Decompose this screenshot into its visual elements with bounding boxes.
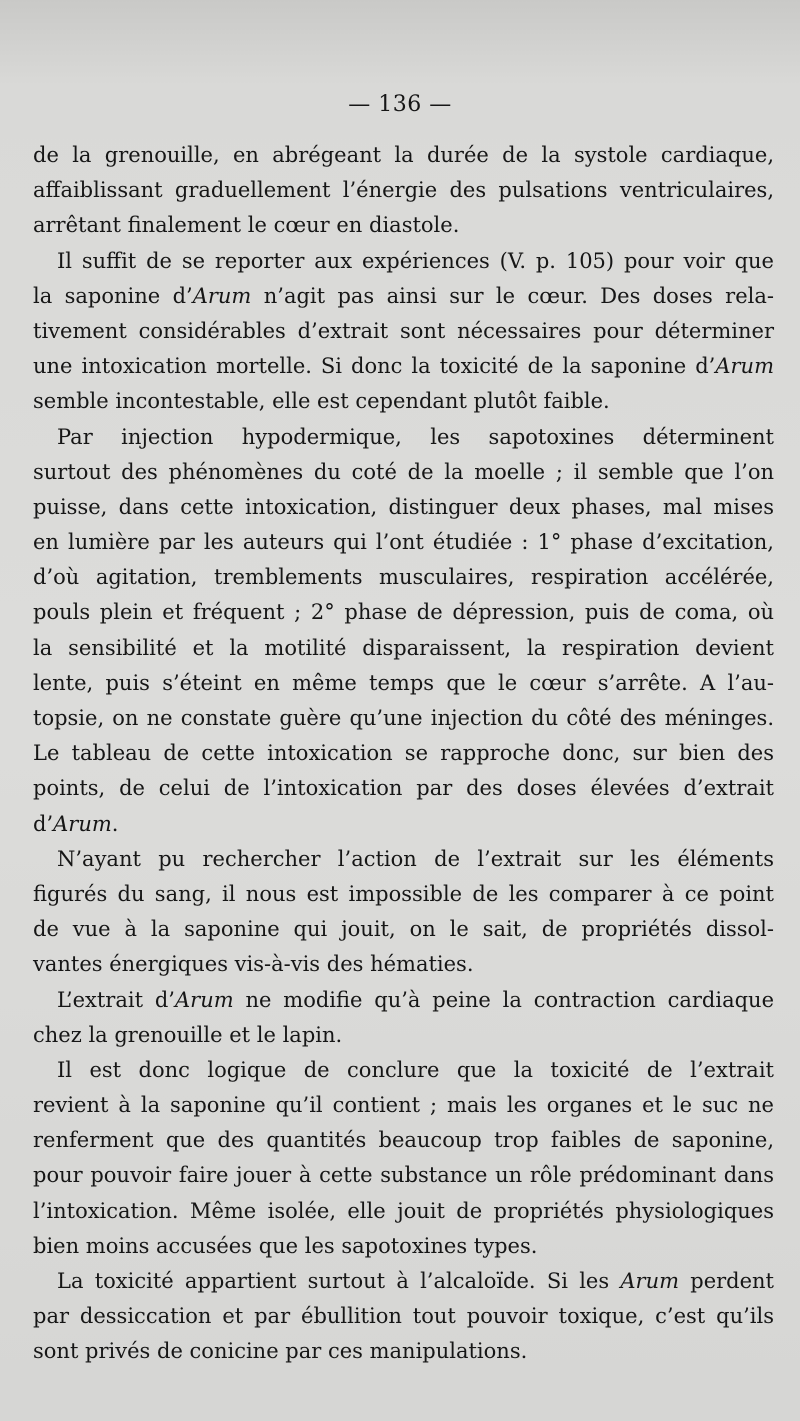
text-line: Par injection hypodermique, les sapotoxines déterminent [57, 424, 774, 449]
text-line: Il suffit de se reporter aux expériences (V. p. 105) pour voir que [57, 248, 774, 273]
text-line: vantes énergiques vis-à-vis des hématies. [33, 952, 474, 977]
paragraph [33, 420, 774, 842]
text-line: L’extrait d’Arum ne modifie qu’à peine la contraction cardiaque [57, 987, 774, 1012]
paragraph [33, 1264, 774, 1370]
text-line: renferment que des quantités beaucoup trop faibles de saponine, [33, 1128, 774, 1153]
body-text [33, 138, 774, 1370]
text-line: pouls plein et fréquent ; 2° phase de dépression, puis de coma, où [33, 600, 774, 625]
text-line: la saponine d’Arum n’agit pas ainsi sur le cœur. Des doses rela- [33, 283, 774, 308]
text-line: La toxicité appartient surtout à l’alcaloïde. Si les Arum perdent [57, 1269, 775, 1293]
paragraph [33, 138, 774, 244]
text-line: figurés du sang, il nous est impossible de les comparer à ce point [33, 881, 774, 906]
text-line: bien moins accusées que les sapotoxines types. [33, 1233, 538, 1258]
text-line: lente, puis s’éteint en même temps que le cœur s’arrête. A l’au- [33, 670, 774, 695]
text-line: pour pouvoir faire jouer à cette substance un rôle prédominant dans [33, 1163, 774, 1188]
paragraph [33, 244, 774, 420]
text-line: de la grenouille, en abrégeant la durée de la systole cardiaque, [33, 143, 774, 167]
text-line: affaiblissant graduellement l’énergie des pulsations ventriculaires, [33, 178, 774, 203]
paragraph [33, 983, 774, 1053]
text-line: une intoxication mortelle. Si donc la toxicité de la saponine d’Arum [33, 354, 774, 379]
paragraph [33, 842, 774, 983]
text-line: revient à la saponine qu’il contient ; mais les organes et le suc ne [33, 1093, 774, 1118]
text-line: Le tableau de cette intoxication se rapproche donc, sur bien des [33, 741, 774, 766]
text-line: points, de celui de l’intoxication par des doses élevées d’extrait [33, 776, 774, 801]
text-line: l’intoxication. Même isolée, elle jouit de propriétés physiologiques [33, 1198, 774, 1223]
text-line: d’où agitation, tremblements musculaires, respiration accélérée, [33, 565, 774, 590]
text-line: la sensibilité et la motilité disparaissent, la respiration devient [33, 635, 774, 660]
text-line: semble incontestable, elle est cependant plutôt faible. [33, 389, 610, 414]
text-line: puisse, dans cette intoxication, distinguer deux phases, mal mises [33, 494, 774, 519]
text-line: sont privés de conicine par ces manipulations. [33, 1339, 528, 1364]
text-line: arrêtant finalement le cœur en diastole. [33, 213, 460, 238]
text-line: de vue à la saponine qui jouit, on le sait, de propriétés dissol- [33, 917, 774, 942]
text-line: chez la grenouille et le lapin. [33, 1022, 343, 1047]
text-line: N’ayant pu rechercher l’action de l’extrait sur les éléments [57, 846, 774, 871]
text-line: tivement considérables d’extrait sont nécessaires pour déterminer [33, 318, 774, 343]
page-number: — 136 — [348, 92, 452, 117]
text-line: Il est donc logique de conclure que la toxicité de l’extrait [57, 1057, 774, 1082]
text-line: topsie, on ne constate guère qu’une injection du côté des méninges. [33, 706, 774, 730]
text-line: par dessiccation et par ébullition tout pouvoir toxique, c’est qu’ils [33, 1304, 774, 1329]
text-line: en lumière par les auteurs qui l’ont étudiée : 1° phase d’excitation, [33, 530, 774, 555]
paragraph [33, 1053, 774, 1264]
text-line: surtout des phénomènes du coté de la moelle ; il semble que l’on [33, 459, 774, 484]
text-line: d’Arum. [33, 811, 119, 836]
